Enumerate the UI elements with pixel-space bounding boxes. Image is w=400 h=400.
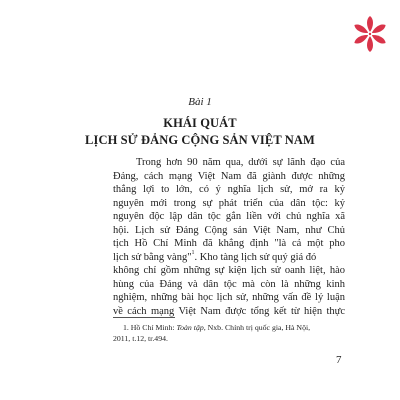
chapter-title-line1: KHÁI QUÁT [163,116,237,130]
footnote-line1 [123,322,310,333]
footnote-line2: 2011, t.12, tr.494. [113,334,168,343]
lesson-label: Bài 1 [188,96,212,108]
body-line: hùng của Đảng và dân tộc mà còn là những kinh [113,279,345,290]
body-line: không chỉ gồm những sự kiện lịch sử oanh liệt, hào [113,265,345,276]
body-line: nghiệm, những bài học lịch sử, những vấn đề lý luận [113,292,345,303]
body-text: Kho tàng lịch sử quý giá đó [199,252,317,263]
footnote-publisher: , Nxb. Chính trị quốc gia, Hà Nội, [203,323,311,332]
body-line: tịch Hồ Chí Minh đã khẳng định "là cả một pho [113,238,345,249]
body-line-with-footnote: lịch sử bằng vàng"$^1$. Kho tàng lịch sử quý giá đó [113,250,317,263]
flower-ornament-icon [350,14,390,54]
footnote-divider [113,317,175,318]
body-text: lịch sử bằng vàng" [113,252,192,263]
footnote-prefix: 1. Hồ Chí Minh: [123,323,177,332]
body-line: hội. Lịch sử Đảng Cộng sản Việt Nam, như Chủ [113,225,345,236]
body-line: về cách mạng Việt Nam được tổng kết từ hiện thực [113,306,345,317]
chapter-title-line2: LỊCH SỬ ĐẢNG CỘNG SẢN VIỆT NAM [85,133,315,147]
body-line: nguyên mới trong sự phát triển của dân tộc: kỷ [113,198,345,209]
body-line: thắng lợi to lớn, có ý nghĩa lịch sử, mở ra kỷ [113,184,345,195]
footnote-work-title: Toàn tập [176,323,204,332]
footnote-marker[interactable]: 1 [191,250,195,256]
page-number: 7 [336,354,342,366]
body-line: Đảng, cách mạng Việt Nam đã giành được những [113,171,345,182]
body-line: Trong hơn 90 năm qua, dưới sự lãnh đạo của [136,157,345,168]
body-line: nguyên độc lập dân tộc gắn liền với chủ nghĩa xã [113,211,345,222]
